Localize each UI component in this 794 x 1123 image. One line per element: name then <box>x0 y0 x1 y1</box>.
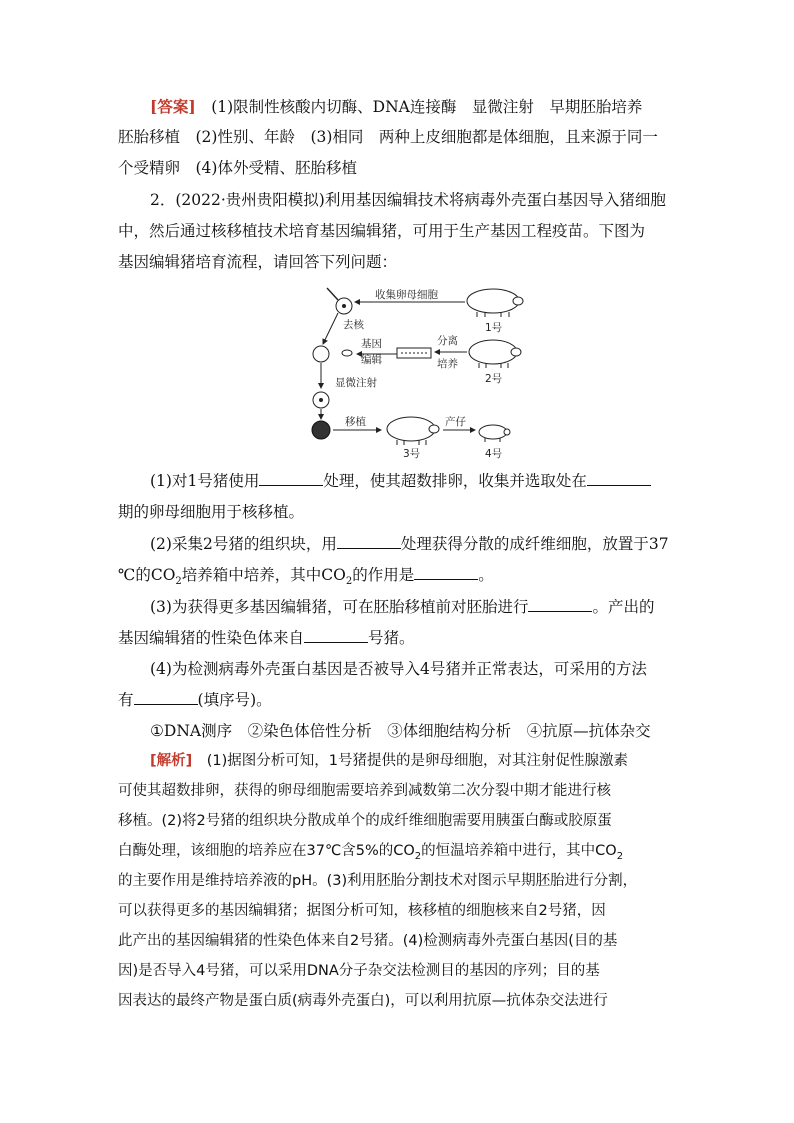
analysis-line-6: 可以获得更多的基因编辑猪；据图分析可知，核移植的细胞核来自2号猪，因 <box>118 903 606 919</box>
analysis-line-4 <box>118 840 678 868</box>
q3-blank-1[interactable] <box>528 597 592 612</box>
pig-breeding-diagram <box>305 284 530 459</box>
analysis-line-2: 可使其超数排卵，获得的卵母细胞需要培养到减数第二次分裂中期才能进行核 <box>118 783 611 799</box>
q4-text-c: (填序号)。 <box>197 691 272 709</box>
question-3-line-2 <box>118 627 678 649</box>
gene-label-1: 基因 <box>361 338 382 350</box>
question-intro-2: 中，然后通过核移植技术培育基因编辑猪，可用于生产基因工程疫苗。下图为 <box>118 222 646 240</box>
pig-3-icon <box>387 417 439 445</box>
analysis-sub-2: 2 <box>616 850 624 862</box>
separate-label-1: 分离 <box>437 335 458 347</box>
analysis-text-4a: 白酶处理，该细胞的培养应在37℃含5%的CO <box>118 843 415 859</box>
answer-tag: [答案] <box>150 97 196 116</box>
gene-label-2: 编辑 <box>361 354 382 366</box>
analysis-line-5: 的主要作用是维持培养液的pH。(3)利用胚胎分割技术对图示早期胚胎进行分割， <box>118 873 638 889</box>
transplant-label: 移植 <box>345 416 366 428</box>
q2-text-b: 处理获得分散的成纤维细胞，放置于37 <box>400 535 669 553</box>
egg-with-needle-icon <box>327 288 352 314</box>
analysis-line-8: 因)是否导入4号猪，可以采用DNA分子杂交法检测目的基因的序列；目的基 <box>118 963 600 979</box>
q2-blank-2[interactable] <box>414 565 478 580</box>
q2-text-a: (2)采集2号猪的组织块，用 <box>150 535 337 553</box>
answer-line-3: 个受精卵 (4)体外受精、胚胎移植 <box>118 159 357 177</box>
culture-dish-icon <box>397 348 431 358</box>
analysis-line-7: 此产出的基因编辑猪的性染色体来自2号猪。(4)检测病毒外壳蛋白基因(目的基 <box>118 933 618 949</box>
question-1-line-1 <box>150 470 678 492</box>
q1-text-b: 处理，使其超数排卵，收集并选取处在 <box>323 472 587 490</box>
q1-blank-2[interactable] <box>587 471 651 486</box>
analysis-line-1 <box>150 750 678 772</box>
q4-text-b: 有 <box>118 691 134 709</box>
question-4-line-2 <box>118 689 678 711</box>
q2-text-h: 。 <box>478 566 494 584</box>
embryo-icon <box>312 421 330 439</box>
analysis-text-4c: 的恒温培养箱中进行，其中CO <box>421 843 617 859</box>
q3-text-c: 基因编辑猪的性染色体来自 <box>118 629 305 647</box>
q1-blank-1[interactable] <box>259 471 323 486</box>
answer-line-2: 胚胎移植 (2)性别、年龄 (3)相同 两种上皮细胞都是体细胞，且来源于同一 <box>118 128 658 146</box>
q1-text-a: (1)对1号猪使用 <box>150 472 260 490</box>
separate-label-2: 培养 <box>437 358 458 370</box>
pig-4-label: 4号 <box>485 448 503 459</box>
q3-blank-2[interactable] <box>304 628 368 643</box>
q2-text-e: 培养箱中培养，其中CO <box>181 566 346 584</box>
analysis-sub-1: 2 <box>414 850 422 862</box>
q2-blank-1[interactable] <box>337 534 401 549</box>
analysis-line-9: 因表达的最终产物是蛋白质(病毒外壳蛋白)，可以利用抗原—抗体杂交法进行 <box>118 993 608 1009</box>
question-4-options: ①DNA测序 ②染色体倍性分析 ③体细胞结构分析 ④抗原—抗体杂交 <box>150 722 651 740</box>
reconstructed-egg-icon <box>313 392 329 408</box>
pig-1-icon <box>467 289 523 317</box>
question-2-line-1 <box>150 533 678 555</box>
question-4-line-1: (4)为检测病毒外壳蛋白基因是否被导入4号猪并正常表达，可采用的方法 <box>150 660 647 678</box>
enucleated-egg-icon <box>313 346 329 362</box>
q2-sub-1: 2 <box>175 576 182 588</box>
collect-oocyte-label: 收集卵母细胞 <box>375 289 438 301</box>
q4-blank[interactable] <box>134 690 198 705</box>
pig-3-label: 3号 <box>403 448 421 459</box>
q2-sub-2: 2 <box>345 576 353 588</box>
pig-1-label: 1号 <box>485 322 503 334</box>
analysis-line-3: 移植。(2)将2号猪的组织块分散成单个的成纤维细胞需要用胰蛋白酶或胶原蛋 <box>118 813 612 829</box>
answer-text-1: (1)限制性核酸内切酶、DNA连接酶 显微注射 早期胚胎培养 <box>211 98 643 116</box>
question-intro-3: 基因编辑猪培育流程，请回答下列问题： <box>118 253 398 271</box>
pig-2-label: 2号 <box>485 373 503 385</box>
question-intro-1: 2．(2022·贵州贵阳模拟)利用基因编辑技术将病毒外壳蛋白基因导入猪细胞 <box>150 191 666 209</box>
microinjection-label: 显微注射 <box>335 377 377 389</box>
q2-text-g: 的作用是 <box>352 566 415 584</box>
answer-line-1 <box>150 96 678 118</box>
q3-text-d: 号猪。 <box>368 629 415 647</box>
question-1-line-2: 期的卵母细胞用于核移植。 <box>118 503 305 521</box>
q3-text-a: (3)为获得更多基因编辑猪，可在胚胎移植前对胚胎进行 <box>150 598 529 616</box>
analysis-tag: [解析] <box>150 753 193 769</box>
q3-text-b: 。产出的 <box>592 598 655 616</box>
pig-2-icon <box>469 340 521 368</box>
analysis-text-1: (1)据图分析可知，1号猪提供的是卵母细胞，对其注射促性腺激素 <box>206 753 629 769</box>
q2-text-c: ℃的CO <box>118 566 176 584</box>
pig-4-icon <box>479 425 510 442</box>
question-3-line-1 <box>150 596 678 618</box>
enucleate-label: 去核 <box>343 319 364 331</box>
birth-label: 产仔 <box>445 416 466 428</box>
edited-cell-icon <box>342 350 352 356</box>
question-2-line-2 <box>118 564 678 593</box>
